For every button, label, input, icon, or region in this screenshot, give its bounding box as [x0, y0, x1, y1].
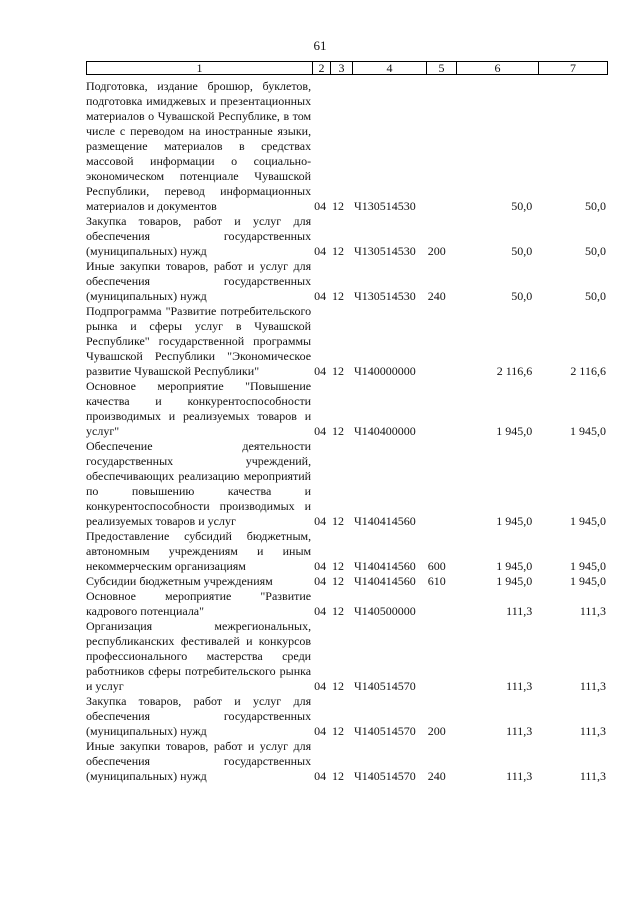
header-col-4: 4 [353, 62, 427, 74]
cell-amount-2: 50,0 [584, 244, 606, 258]
cell-section: 04 [314, 679, 327, 693]
table-header [86, 61, 608, 75]
cell-amount-1: 1 945,0 [496, 574, 533, 588]
cell-section: 04 [314, 424, 327, 438]
cell-amount-2: 50,0 [584, 289, 606, 303]
cell-section: 04 [314, 514, 327, 528]
cell-expense-type: 200 [427, 724, 446, 738]
cell-name: Закупка товаров, работ и услуг для обеспечения государственных (муниципальных) нужд [86, 214, 312, 258]
cell-section: 04 [314, 364, 327, 378]
cell-amount-1: 111,3 [506, 679, 533, 693]
cell-subsection: 12 [332, 574, 345, 588]
cell-target-article: Ч140000000 [353, 364, 416, 378]
cell-amount-2: 1 945,0 [569, 514, 606, 528]
table-row [86, 79, 606, 214]
cell-target-article: Ч140514570 [353, 679, 416, 693]
cell-name: Подготовка, издание брошюр, буклетов, подготовка имиджевых и презентационных материалов о Чувашской Республике, в том числе с переводом на иностранные языки, размещение материалов в средствах массовой информации о социально-экономическом потенциале Чувашской Республики, перевод информационных материалов и документов [86, 79, 312, 213]
cell-target-article: Ч140414560 [353, 514, 416, 528]
cell-amount-2: 111,3 [579, 604, 606, 618]
cell-target-article: Ч140500000 [353, 604, 416, 618]
cell-amount-2: 50,0 [584, 199, 606, 213]
table-row [86, 694, 606, 739]
cell-amount-1: 111,3 [506, 724, 533, 738]
cell-name: Субсидии бюджетным учреждениям [86, 574, 273, 588]
cell-expense-type: 240 [427, 769, 446, 783]
cell-target-article: Ч140514570 [353, 724, 416, 738]
cell-subsection: 12 [332, 289, 345, 303]
table-row [86, 574, 606, 589]
cell-name: Обеспечение деятельности государственных учреждений, обеспечивающих реализацию мероприятий по повышению качества и конкурентоспособности производимых и реализуемых товаров и услуг [86, 439, 312, 528]
cell-expense-type: 600 [427, 559, 446, 573]
cell-subsection: 12 [332, 364, 345, 378]
cell-subsection: 12 [332, 559, 345, 573]
table-row [86, 529, 606, 574]
cell-subsection: 12 [332, 769, 345, 783]
cell-amount-2: 111,3 [579, 769, 606, 783]
table-row [86, 589, 606, 619]
cell-target-article: Ч140414560 [353, 559, 416, 573]
cell-section: 04 [314, 199, 327, 213]
table-row [86, 214, 606, 259]
header-col-2: 2 [313, 62, 331, 74]
table-row [86, 379, 606, 439]
cell-amount-1: 1 945,0 [496, 514, 533, 528]
cell-name: Организация межрегиональных, республиканских фестивалей и конкурсов профессионального мастерства среди работников сферы потребительского рынка и услуг [86, 619, 312, 693]
header-col-1: 1 [87, 62, 313, 74]
table-body [86, 79, 606, 784]
cell-expense-type: 240 [427, 289, 446, 303]
cell-expense-type: 200 [427, 244, 446, 258]
cell-amount-1: 50,0 [511, 244, 533, 258]
cell-amount-1: 111,3 [506, 604, 533, 618]
cell-amount-2: 111,3 [579, 679, 606, 693]
cell-section: 04 [314, 574, 327, 588]
cell-amount-2: 2 116,6 [570, 364, 606, 378]
cell-name: Основное мероприятие "Развитие кадрового потенциала" [86, 589, 312, 618]
table-row [86, 739, 606, 784]
cell-section: 04 [314, 244, 327, 258]
cell-subsection: 12 [332, 244, 345, 258]
cell-subsection: 12 [332, 724, 345, 738]
cell-section: 04 [314, 769, 327, 783]
header-col-6: 6 [457, 62, 539, 74]
cell-amount-2: 1 945,0 [569, 574, 606, 588]
cell-name: Закупка товаров, работ и услуг для обеспечения государственных (муниципальных) нужд [86, 694, 312, 738]
table-row [86, 619, 606, 694]
cell-name: Иные закупки товаров, работ и услуг для обеспечения государственных (муниципальных) нужд [86, 259, 312, 303]
header-col-3: 3 [331, 62, 353, 74]
table-row [86, 304, 606, 379]
cell-amount-1: 2 116,6 [496, 364, 533, 378]
cell-section: 04 [314, 604, 327, 618]
cell-subsection: 12 [332, 199, 345, 213]
cell-amount-2: 1 945,0 [569, 559, 606, 573]
cell-target-article: Ч140400000 [353, 424, 416, 438]
cell-section: 04 [314, 724, 327, 738]
cell-name: Иные закупки товаров, работ и услуг для обеспечения государственных (муниципальных) нужд [86, 739, 312, 783]
cell-amount-1: 50,0 [511, 289, 533, 303]
cell-amount-1: 111,3 [506, 769, 533, 783]
cell-target-article: Ч140514570 [353, 769, 416, 783]
cell-amount-1: 1 945,0 [496, 424, 533, 438]
table-row [86, 439, 606, 529]
cell-target-article: Ч130514530 [353, 199, 416, 213]
cell-target-article: Ч140414560 [353, 574, 416, 588]
cell-section: 04 [314, 289, 327, 303]
header-col-7: 7 [570, 61, 576, 75]
cell-subsection: 12 [332, 514, 345, 528]
cell-amount-1: 1 945,0 [496, 559, 533, 573]
cell-subsection: 12 [332, 679, 345, 693]
cell-target-article: Ч130514530 [353, 289, 416, 303]
cell-expense-type: 610 [427, 574, 446, 588]
page-number: 61 [313, 38, 327, 53]
cell-target-article: Ч130514530 [353, 244, 416, 258]
header-col-5: 5 [427, 62, 457, 74]
cell-section: 04 [314, 559, 327, 573]
table-row [86, 259, 606, 304]
cell-name: Подпрограмма "Развитие потребительского рынка и сферы услуг в Чувашской Республике" государственной программы Чувашской Республики "Экономическое развитие Чувашской Республики" [86, 304, 312, 378]
cell-amount-2: 1 945,0 [569, 424, 606, 438]
cell-subsection: 12 [332, 424, 345, 438]
cell-amount-2: 111,3 [579, 724, 606, 738]
cell-subsection: 12 [332, 604, 345, 618]
cell-amount-1: 50,0 [511, 199, 533, 213]
cell-name: Предоставление субсидий бюджетным, автономным учреждениям и иным некоммерческим организациям [86, 529, 312, 573]
cell-name: Основное мероприятие "Повышение качества и конкурентоспособности производимых и реализуемых товаров и услуг" [86, 379, 312, 438]
